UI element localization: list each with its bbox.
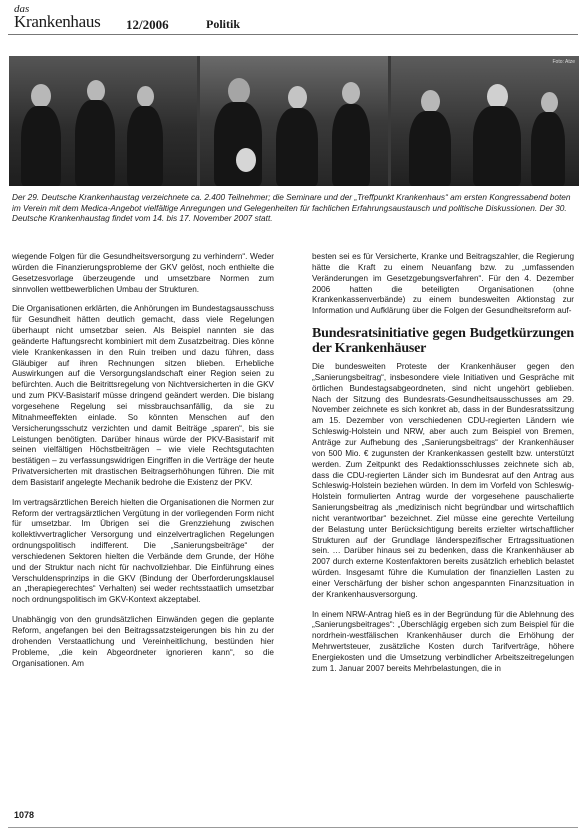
paragraph: In einem NRW-Antrag hieß es in der Begründung für die Ablehnung des „Sanierungsbeitrages“: „Überschlägig ergeben sich zum Beispiel für die nordrhein-westfälischen Krankenhäuser durch die Erhöhung der Mehrwertsteuer, zusätzliche Kosten durch Tarifverträge, höhere Energiekosten und die Umsetzung verbindlicher Arbeitszeitregelungen zum 1. Januar 2007 bereits Mehrbelastungen, die in [312,609,574,673]
page-header [8,3,578,35]
issue-number: 12/2006 [126,17,169,32]
header-rule [8,34,578,35]
paragraph: Unabhängig von den grundsätzlichen Einwänden gegen die geplante Reform, angefangen bei den Beitragssatzsteigerungen bis hin zu der drohenden Verstaatlichung und Vereinheitlichung, bestünden hier Probleme, „die kein Abgeordneter ignorieren kann“, so die Organisationen. Am [12,615,274,668]
section-heading: Bundesratsinitiative gegen Budgetkürzungen der Krankenhäuser [312,326,574,357]
photo-credit: Foto: Atze [552,59,575,65]
footer-rule [8,827,578,828]
conference-photo [9,56,579,186]
photo-caption: Der 29. Deutsche Krankenhaustag verzeichnete ca. 2.400 Teilnehmer; die Seminare und der „Treffpunkt Krankenhaus“ am ersten Kongressabend boten im Verein mit dem Medica-Angebot vielfältige Anregungen und Gelegenheiten für fachlichen Erfahrungsaustausch und politische Diskussionen. Der 30. Deutsche Krankenhaustag findet vom 14. bis 17. November 2007 statt. [12,192,571,223]
photo-panel-middle [200,56,388,186]
paragraph: wiegende Folgen für die Gesundheitsversorgung zu verhindern“. Weder würden die Finanzierungsprobleme der GKV gelöst, noch enthielte die Gesetzesvorlage überzeugende und umsetzbare Normen zum sinnvollen wettbewerblichen Umbau der Strukturen. [12,252,274,294]
paragraph: Die Organisationen erklärten, die Anhörungen im Bundestagsausschuss für Gesundheit hätten deutlich gemacht, dass viele Regelungen überhaupt nicht umsetzbar seien. Als Beispiel nannten sie das geänderte Haftungsrecht kombiniert mit dem Zusatzbeitrag. Dies könne viele Krankenkassen in den Ruin treiben und dazu führen, dass Gläubiger auf ihren Rechnungen sitzen blieben. Erhebliche Auswirkungen auf die Versorgungslandschaft einer Region seien zu befürchten. Auch die Beitrittsregelung von Nichtversicherten in die GKV und zum PKV-Basistarif müsse dringend geändert werden. Die bislang vorgesehene Regelung sei missbrauchsanfällig, da sie zu Mitnahmeeffekten einlade. So könnten Menschen auf den Versicherungsschutz verzichten und damit Beiträge „sparen“, bis sie Leistungen benötigten. Darüber hinaus würde der PKV-Basistarif mit seinen vielfältigen Höchstbeiträgen – wie viele Rechtsgutachten bestätigen – zu verfassungswidrigen Eingriffen in die Verträge der heute Privatversicherten mit drastischen Beitragserhöhungen führen. Die mit dem Basistarif angelegte Mechanik bedrohe die Existenz der PKV. [12,304,274,487]
paragraph: Die bundesweiten Proteste der Krankenhäuser gegen den „Sanierungsbeitrag“, insbesondere viele Initiativen und Gespräche mit örtlichen Bundestagsabgeordneten, sind nicht ungehört geblieben. Nach der Sitzung des Bundesrats-Gesundheitsausschusses am 29. November zeichnete es sich konkret ab, dass in der Bundesratssitzung am 15. Dezember von verschiedenen CDU-regierten Ländern wie Schleswig-Holstein und NRW, aber auch zum Beispiel von Bremen, Anträge zur Aufhebung des „Sanierungsbeitrags“ der Krankenhäuser von 500 Mio. € zugunsten der Krankenkassen gestellt bzw. unterstützt werden. Zum Zeitpunkt des Redaktionsschlusses zeichnete sich ab, dass die CDU-regierten Länder sich im Bundesrat auf den Antrag aus Schleswig-Holstein beziehen würden. In dem im Vorfeld von Schleswig-Holstein formulierten Antrag wurde der vorgesehene pauschalierte Sanierungsbeitrag als „medizinisch nicht begründbar und wirtschaftlich nicht verantwortbar“ bezeichnet. Ziel müsse eine gerechte Verteilung der Belastung unter Berücksichtigung bereits erzielter wirtschaftlicher Strukturen auf der Grundlage länderspezifischer Ertragssituationen sein. … Darüber hinaus sei zu bedenken, dass die Krankenhäuser ab 2007 durch externe Kostenfaktoren bereits zusätzlich erheblich belastet würden. Insgesamt führe die Kumulation der finanziellen Lasten zu einer Verschärfung der bisher schon angespannten Finanzsituation in der Krankenhausversorgung. [312,362,574,599]
article-column-left [12,252,274,678]
logo-prefix: das [14,3,30,15]
photo-panel-left [9,56,197,186]
magazine-logo: Krankenhaus [14,12,101,31]
section-name: Politik [206,17,241,31]
photo-panel-right [391,56,579,186]
paragraph: besten sei es für Versicherte, Kranke und Beitragszahler, die Regierung hätte die Kraft zu einem Neuanfang bzw. zu „umfassenden Veränderungen im Gesetzgebungsverfahren“. Für den 4. Dezember 2006 hatten die beteiligten Organisationen (ohne Krankenkassenverbände) zu einem bundesweiten Aktionstag zur Information und Aufklärung über die Folgen der Gesundheitsreform auf- [312,252,574,316]
page-number: 1078 [14,810,35,820]
paragraph: Im vertragsärztlichen Bereich hielten die Organisationen die Normen zur Reform der vertragsärztlichen Vergütung in der vorliegenden Form nicht für umsetzbar. Im Übrigen sei die Grenzziehung zwischen kollektivvertraglicher Versorgung und einzelvertraglichen Regelungen ordnungspolitisch indifferent. Die „Sanierungsbeiträge“ der verschiedenen Sektoren hielten die Verbände dem Grunde, der Höhe und der Struktur nach nicht für nachvollziehbar. Die Einführung eines Verschuldensprinzips in die GKV (Bindung der Überforderungsklausel an „therapiegerechtes“ Verhalten) sei weder rechtsstaatlich umsetzbar noch ordnungspolitisch im GKV-Kontext akzeptabel. [12,497,274,605]
article-column-right [312,252,574,684]
